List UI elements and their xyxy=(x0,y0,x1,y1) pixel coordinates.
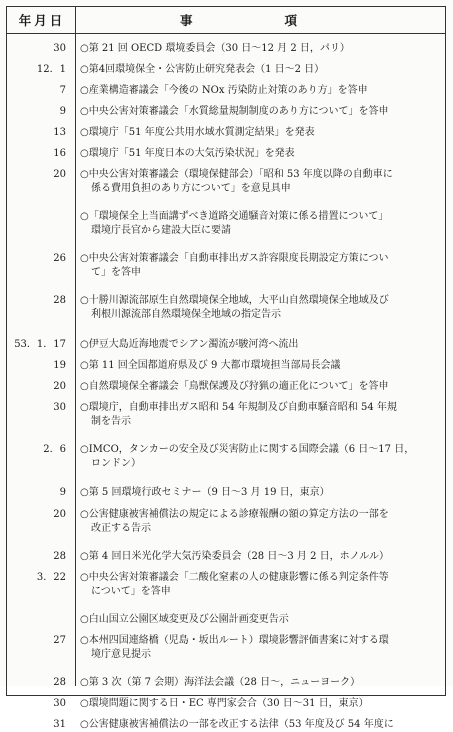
entry-event-continuation: 改正する告示 xyxy=(91,523,151,534)
entry-event-line: ○公害健康被害補償法の規定による診療報酬の額の算定方法の一部を xyxy=(80,509,389,520)
event-header-char-1: 事 xyxy=(180,13,193,28)
entry-event-continuation: 利根川源流部自然環境保全地域の指定告示 xyxy=(91,309,281,320)
table-header xyxy=(6,6,446,34)
entry-event xyxy=(80,613,440,627)
entry-date: 20 xyxy=(53,509,66,520)
entry-event xyxy=(80,105,440,119)
entry-event-line: ○中央公害対策審議会（環境保健部会）「昭和 53 年度以降の自動車に xyxy=(80,169,393,180)
entry-event xyxy=(80,380,440,394)
entry-event-line: ○第 4 回日米光化学大気汚染委員会（28 日～3 月 2 日，ホノルル） xyxy=(80,551,389,562)
entry-date: 3．22 xyxy=(36,572,66,583)
entry-event-continuation: ロンドン） xyxy=(91,458,141,469)
entry-event xyxy=(80,676,440,690)
entry-event xyxy=(80,147,440,161)
entry-date: 9 xyxy=(59,106,66,117)
entry-event xyxy=(80,443,440,471)
entry-event-line: ○中央公害対策審議会「水質総量規制制度のあり方について」を答申 xyxy=(80,106,389,117)
entry-event xyxy=(80,508,440,536)
entry-event xyxy=(80,294,440,322)
entry-date: 31 xyxy=(53,719,66,730)
entry-event xyxy=(80,401,440,429)
entry-date: 9 xyxy=(59,487,66,498)
entry-event xyxy=(80,634,440,662)
column-divider xyxy=(75,6,76,686)
entry-date: 16 xyxy=(53,148,66,159)
entry-event-line: ○環境庁「51 年度日本の大気汚染状況」を発表 xyxy=(80,148,295,159)
entry-event-line: ○中央公害対策審議会「二酸化窒素の人の健康影響に係る判定条件等 xyxy=(80,572,389,583)
entry-date: 30 xyxy=(53,402,66,413)
entry-event-line: ○環境庁，自動車排出ガス昭和 54 年規制及び自動車騒音昭和 54 年規 xyxy=(80,402,397,413)
entry-event-line: ○伊豆大島近海地震でシアン濁流が駿河湾へ流出 xyxy=(80,339,299,350)
entry-event-continuation: について」を答申 xyxy=(91,586,171,597)
entry-event xyxy=(80,210,440,238)
entry-event-continuation: 環境庁長官から建設大臣に要請 xyxy=(91,225,231,236)
entry-date: 28 xyxy=(53,551,66,562)
entry-event-line: ○産業構造審議会「今後の NOx 汚染防止対策のあり方」を答申 xyxy=(80,85,368,96)
entry-date: 7 xyxy=(59,85,66,96)
entry-date: 19 xyxy=(53,360,66,371)
entry-event-line: ○第 5 回環境行政セミナー（9 日～3 月 19 日，東京） xyxy=(80,487,330,498)
entry-event xyxy=(80,486,440,500)
entry-event xyxy=(80,84,440,98)
entry-date: 20 xyxy=(53,169,66,180)
entry-event-line: ○「環境保全上当面講ずべき道路交通騒音対策に係る措置について」 xyxy=(80,211,389,222)
entry-event xyxy=(80,168,440,196)
entry-event-line: ○十勝川源流部原生自然環境保全地域，大平山自然環境保全地域及び xyxy=(80,295,389,306)
entry-date: 27 xyxy=(53,635,66,646)
entry-date: 26 xyxy=(53,253,66,264)
event-column-header xyxy=(180,11,380,29)
entry-event-continuation: 境庁意見提示 xyxy=(91,649,151,660)
entry-event-line: ○環境庁「51 年度公共用水域水質測定結果」を発表 xyxy=(80,127,315,138)
entry-event xyxy=(80,571,440,599)
date-column-header: 年月日 xyxy=(18,13,66,28)
entry-date: 30 xyxy=(53,43,66,54)
entry-event-continuation: て」を答申 xyxy=(91,267,141,278)
entry-event xyxy=(80,359,440,373)
entry-date: 28 xyxy=(53,677,66,688)
entry-date: 28 xyxy=(53,295,66,306)
entry-event-line: ○公害健康被害補償法の一部を改正する法律（53 年度及び 54 年度に xyxy=(80,719,394,730)
entry-date: 53．1．17 xyxy=(14,339,66,350)
event-header-char-2: 項 xyxy=(284,13,298,28)
entry-event xyxy=(80,697,440,711)
entry-event-line: ○本州四国連絡橋（児島・坂出ルート）環境影響評価書案に対する環 xyxy=(80,635,389,646)
entry-event xyxy=(80,63,440,77)
entry-event xyxy=(80,550,440,564)
entry-event-line: ○IMCO，タンカーの安全及び災害防止に関する国際会議（6 日～17 日， xyxy=(80,444,415,455)
entry-event-line: ○第 11 回全国都道府県及び 9 大都市環境担当部局長会議 xyxy=(80,360,341,371)
entry-date: 20 xyxy=(53,381,66,392)
entry-date: 30 xyxy=(53,698,66,709)
entry-date: 12．1 xyxy=(36,64,66,75)
entry-event-line: ○環境問題に関する日・EC 専門家会合（30 日～31 日，東京） xyxy=(80,698,369,709)
entry-event-line: ○第4回環境保全・公害防止研究発表会（1 日～2 日） xyxy=(80,64,325,75)
entry-event xyxy=(80,42,440,56)
entry-event xyxy=(80,338,440,352)
entry-event-line: ○第 21 回 OECD 環境委員会（30 日～12 月 2 日，パリ） xyxy=(80,43,350,54)
entry-event-line: ○自然環境保全審議会「鳥獣保護及び狩猟の適正化について」を答申 xyxy=(80,381,389,392)
entry-event-continuation: 制を告示 xyxy=(91,416,131,427)
entry-event-line: ○白山国立公園区域変更及び公園計画変更告示 xyxy=(80,614,289,625)
entry-event xyxy=(80,252,440,280)
entry-date: 13 xyxy=(53,127,66,138)
entry-event-line: ○中央公害対策審議会「自動車排出ガス許容限度長期設定方策につい xyxy=(80,253,389,264)
entry-event xyxy=(80,126,440,140)
entry-date: 2．6 xyxy=(43,444,66,455)
entry-event-line: ○第 3 次（第 7 会期）海洋法会議（28 日～，ニューヨーク） xyxy=(80,677,361,688)
entry-event xyxy=(80,718,440,732)
entry-event-continuation: 係る費用負担のあり方について」を意見具申 xyxy=(91,183,291,194)
